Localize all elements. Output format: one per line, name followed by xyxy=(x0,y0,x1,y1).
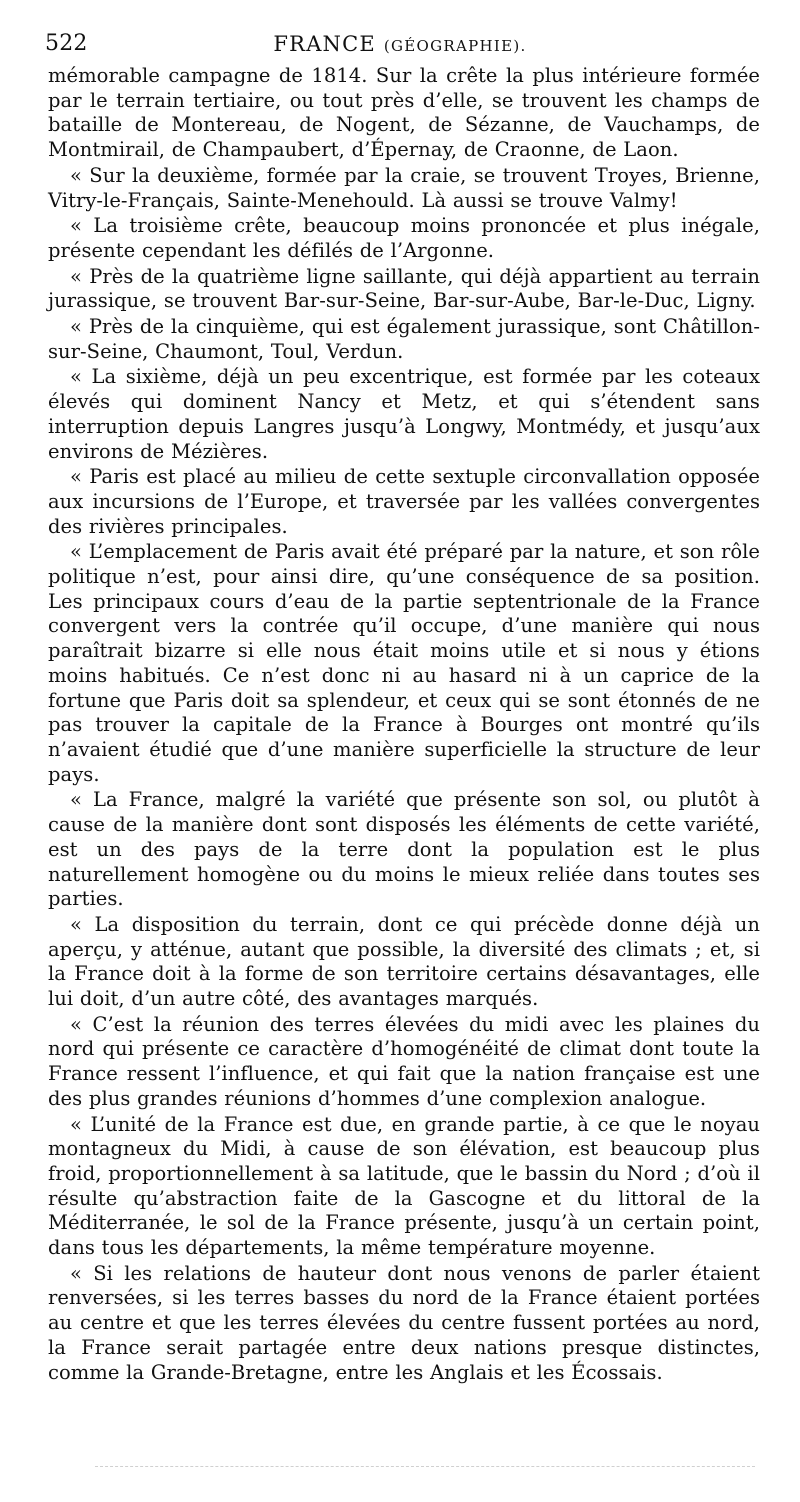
paragraph: « L’unité de la France est due, en grande partie, à ce que le noyau montagneux du Midi, à cause de son élévation, est beaucoup plus froid, proportionnellement à sa latitude, que le bassin du Nord ; d’où il résulte qu’abstraction faite de la Gascogne et du littoral de la Méditerranée, le sol de la France présente, jusqu’à un certain point, dans tous les départements, la même température moyenne. xyxy=(48,1112,760,1260)
paragraph: « Sur la deuxième, formée par la craie, se trouvent Troyes, Brienne, Vitry-le-Français, Sainte-Menehould. Là aussi se trouve Valmy! xyxy=(48,163,760,212)
page-number: 522 xyxy=(45,31,88,56)
paragraph: « La France, malgré la variété que présente son sol, ou plutôt à cause de la manière dont sont disposés les éléments de cette variété, est un des pays de la terre dont la population est le plus naturellement homogène ou du moins le mieux reliée dans toutes ses parties. xyxy=(48,788,760,911)
paragraph: « Près de la quatrième ligne saillante, qui déjà appartient au terrain jurassique, se trouvent Bar-sur-Seine, Bar-sur-Aube, Bar-le-Duc, Ligny. xyxy=(48,264,760,313)
paragraph: « La sixième, déjà un peu excentrique, est formée par les coteaux élevés qui dominent Nancy et Metz, et qui s’étendent sans interruption depuis Langres jusqu’à Longwy, Montmédy, et jusqu’aux environs de Mézières. xyxy=(48,365,760,463)
running-title xyxy=(0,26,800,64)
paragraph: « Si les relations de hauteur dont nous venons de parler étaient renversées, si les terres basses du nord de la France étaient portées au centre et que les terres élevées du centre fussent portées au nord, la France serait partagée entre deux nations presque distinctes, comme la Grande-Bretagne, entre les Anglais et les Écossais. xyxy=(48,1261,760,1384)
page-header xyxy=(0,26,800,62)
paragraph: « La disposition du terrain, dont ce qui précède donne déjà un aperçu, y atténue, autant que possible, la diversité des climats ; et, si la France doit à la forme de son territoire certains désavantages, elle lui doit, d’un autre côté, des avantages marqués. xyxy=(48,912,760,1011)
paragraph: « La troisième crête, beaucoup moins prononcée et plus inégale, présente cependant les défilés de l’Argonne. xyxy=(48,214,760,262)
paragraph: « Près de la cinquième, qui est également jurassique, sont Châtillon-sur-Seine, Chaumont, Toul, Verdun. xyxy=(48,315,760,363)
text-block xyxy=(48,64,760,1385)
paragraph: « Paris est placé au milieu de cette sextuple circonvallation opposée aux incursions de l’Europe, et traversée par les vallées convergentes des rivières principales. xyxy=(48,465,760,538)
bottom-divider xyxy=(95,1466,755,1467)
paragraph: « C’est la réunion des terres élevées du midi avec les plaines du nord qui présente ce caractère d’homogénéité de climat dont toute la France ressent l’influence, et qui fait que la nation française est une des plus grandes réunions d’hommes d’une complexion analogue. xyxy=(48,1012,760,1110)
paragraph: « L’emplacement de Paris avait été préparé par la nature, et son rôle politique n’est, pour ainsi dire, qu’une conséquence de sa position. Les principaux cours d’eau de la partie septentrionale de la France convergent vers la contrée qu’il occupe, d’une manière qui nous paraîtrait bizarre si elle nous était moins utile et si nous y étions moins habitués. Ce n’est donc ni au hasard ni à un caprice de la fortune que Paris doit sa splendeur, et ceux qui se sont étonnés de ne pas trouver la capitale de la France à Bourges ont montré qu’ils n’avaient étudié que d’une manière superficielle la structure de leur pays. xyxy=(48,540,760,786)
running-title-sub: (GÉOGRAPHIE). xyxy=(383,37,527,55)
running-title-main: FRANCE xyxy=(273,32,376,56)
paragraph: mémorable campagne de 1814. Sur la crête la plus intérieure formée par le terrain tertiaire, ou tout près d’elle, se trouvent les champs de bataille de Montereau, de Nogent, de Sézanne, de Vauchamps, de Montmirail, de Champaubert, d’Épernay, de Craonne, de Laon. xyxy=(48,64,760,162)
